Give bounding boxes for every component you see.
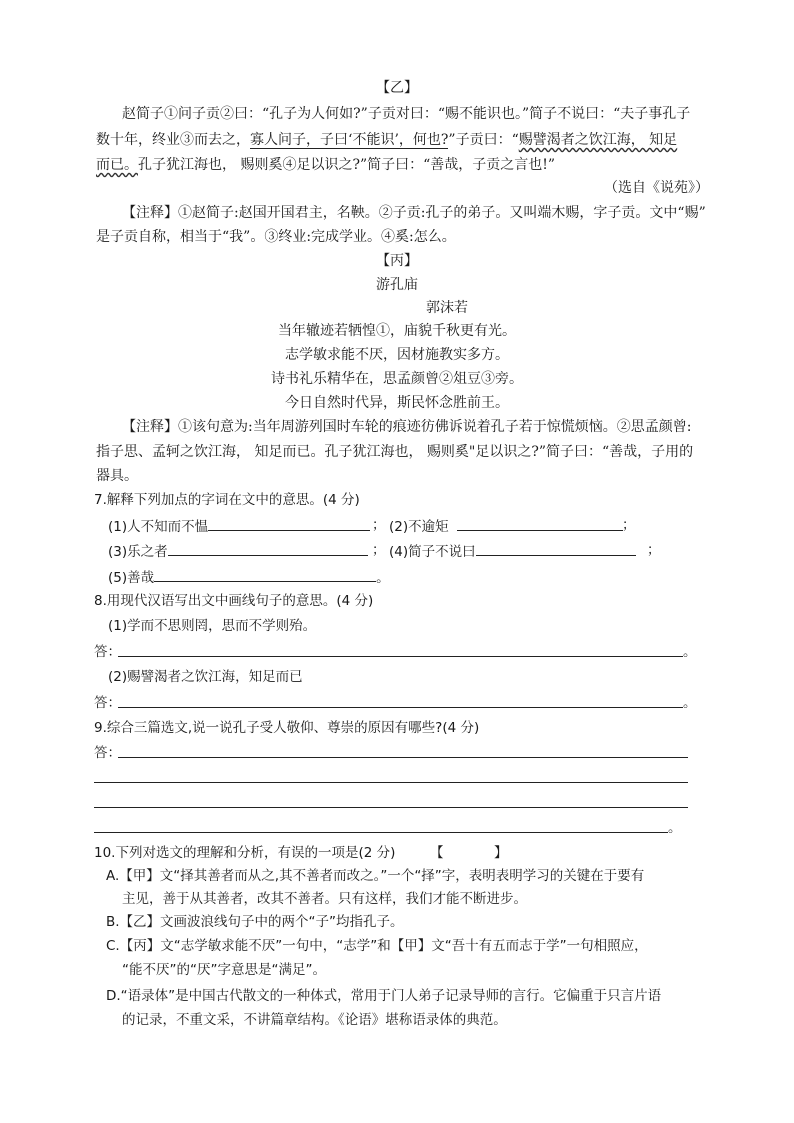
yi-wavy-sentence-part-2: 而已。 bbox=[96, 157, 138, 173]
q7-item-3-semicolon: ； bbox=[372, 542, 386, 558]
q10-bracket-open: 【 bbox=[430, 845, 444, 861]
q9-answer-line-4[interactable] bbox=[94, 832, 668, 833]
q7-item-1-label: (1)人不知而不愠 bbox=[108, 519, 209, 535]
q8-answer-1-line[interactable] bbox=[118, 656, 683, 657]
q7-item-3 bbox=[108, 540, 368, 562]
yi-text-line-1: 赵简子①问子贡②曰：“孔子为人何如?”子贡对曰：“赐不能识也。”简子不说曰：“夫子事孔子 bbox=[122, 106, 691, 122]
poem-line-1: 当年辙迹若牺惶①，庙貌千秋更有光。 bbox=[278, 323, 516, 339]
q7-answer-1-blank[interactable] bbox=[208, 515, 370, 531]
yi-note-line-2: 是子贡自称，相当于“我”。③终业:完成学业。④奚:怎么。 bbox=[96, 229, 456, 245]
q7-item-5-label: (5)善哉 bbox=[108, 570, 155, 586]
q10-option-d-line-2: 的记录，不重文采，不讲篇章结构。《论语》堪称语录体的典范。 bbox=[122, 1012, 507, 1028]
q7-stem: 7.解释下列加点的字词在文中的意思。(4 分) bbox=[94, 492, 360, 508]
q9-answer-line-2[interactable] bbox=[94, 782, 688, 783]
q7-item-3-label: (3)乐之者 bbox=[108, 544, 168, 560]
q7-item-5-period: 。 bbox=[376, 570, 390, 586]
q8-answer-1-label: 答： bbox=[94, 644, 121, 660]
q8-sentence-1: (1)学而不思则罔，思而不学则殆。 bbox=[108, 618, 317, 634]
q7-item-5 bbox=[108, 566, 390, 588]
section-bing-heading: 【丙】 bbox=[376, 253, 418, 269]
bing-note-line-1: 【注释】①该句意为:当年周游列国时车轮的痕迹彷佛诉说着孔子若于惊慌烦恼。②思孟颜曾: bbox=[122, 419, 692, 435]
q10-bracket-close: 】 bbox=[494, 845, 508, 861]
q10-option-c-line-2: “能不厌”的“厌”字意思是“满足”。 bbox=[122, 962, 326, 978]
q9-answer-line-3[interactable] bbox=[94, 807, 688, 808]
q7-item-1 bbox=[108, 515, 370, 537]
yi-source: （选自《说苑》） bbox=[604, 180, 709, 196]
q7-answer-2-blank[interactable] bbox=[457, 515, 623, 531]
q9-answer-line-1[interactable] bbox=[118, 757, 688, 758]
yi-text-line-2 bbox=[96, 130, 677, 150]
q10-option-a-line-1: A.【甲】文“择其善者而从之,其不善者而改之。”一个“择”字，表明表明学习的关键在于要有 bbox=[106, 868, 645, 884]
q7-answer-4-blank[interactable] bbox=[476, 540, 636, 556]
q8-answer-2-line[interactable] bbox=[118, 707, 683, 708]
poem-title: 游孔庙 bbox=[376, 277, 418, 293]
q10-option-a-line-2: 主见，善于从其善者，改其不善者。只有这样，我们才能不断进步。 bbox=[122, 891, 527, 907]
q9-answer-label: 答： bbox=[94, 745, 121, 761]
q7-answer-3-blank[interactable] bbox=[168, 540, 368, 556]
yi-note-line-1: 【注释】①赵简子:赵国开国君主，名鞅。②子贡:孔子的弟子。又叫端木赐，字子贡。文中“赐” bbox=[122, 205, 706, 221]
q10-stem: 10.下列对选文的理解和分析，有误的一项是(2 分) bbox=[94, 845, 396, 861]
q9-stem: 9.综合三篇选文,说一说孔子受人敬仰、尊崇的原因有哪些?(4 分) bbox=[94, 720, 480, 736]
q8-answer-1-period: 。 bbox=[683, 644, 697, 660]
yi-underlined-sentence: 寡人问子，子曰‘不能识’，何也? bbox=[250, 132, 449, 148]
q8-answer-2-period: 。 bbox=[683, 695, 697, 711]
q7-item-2 bbox=[389, 515, 623, 537]
q9-answer-period: 。 bbox=[668, 820, 682, 836]
q7-item-4 bbox=[389, 540, 636, 562]
q7-answer-5-blank[interactable] bbox=[154, 566, 376, 582]
yi-text-line-3b: 孔子犹江海也， 赐则奚④足以识之?”简子曰：“善哉，子贡之言也!” bbox=[138, 157, 556, 173]
q7-item-4-label: (4)简子不说曰 bbox=[389, 544, 476, 560]
poem-line-4: 今日自然时代异，斯民怀念胜前王。 bbox=[285, 395, 509, 411]
yi-text-line-2a: 数十年，终业③而去之， bbox=[96, 132, 250, 148]
bing-note-line-3: 器具。 bbox=[96, 468, 138, 484]
poem-line-3: 诗书礼乐精华在，思孟颜曾②俎豆③旁。 bbox=[271, 371, 523, 387]
poem-author: 郭沫若 bbox=[426, 300, 468, 316]
q7-item-2-semicolon: ； bbox=[622, 517, 636, 533]
q7-item-4-semicolon: ； bbox=[647, 542, 661, 558]
q8-stem: 8.用现代汉语写出文中画线句子的意思。(4 分) bbox=[94, 593, 374, 609]
q10-option-b: B.【乙】文画波浪线句子中的两个“子”均指孔子。 bbox=[106, 914, 404, 930]
q7-item-1-semicolon: ； bbox=[372, 517, 386, 533]
yi-text-line-2c: ”子贡曰：“ bbox=[448, 132, 519, 148]
q8-sentence-2: (2)赐譬渴者之饮江海，知足而已 bbox=[108, 669, 303, 685]
poem-line-2: 志学敏求能不厌，因材施教实多方。 bbox=[285, 347, 509, 363]
bing-note-line-2: 指子思、孟轲之饮江海， 知足而已。孔子犹江海也， 赐则奚"足以识之?”简子曰：“善哉，子用的 bbox=[96, 444, 694, 460]
q8-answer-2-label: 答： bbox=[94, 695, 121, 711]
q7-item-2-label: (2)不逾矩 bbox=[389, 519, 449, 535]
yi-wavy-sentence-part-1: 赐譬渴者之饮江海， 知足 bbox=[518, 132, 678, 148]
q10-option-d-line-1: D.“语录体”是中国古代散文的一种体式，常用于门人弟子记录导师的言行。它偏重于只言片语 bbox=[106, 988, 662, 1004]
q10-option-c-line-1: C.【丙】文“志学敏求能不厌”一句中，“志学”和【甲】文“吾十有五而志于学”一句相照应， bbox=[106, 938, 648, 954]
yi-text-line-3 bbox=[96, 155, 555, 175]
section-yi-heading: 【乙】 bbox=[376, 80, 418, 96]
